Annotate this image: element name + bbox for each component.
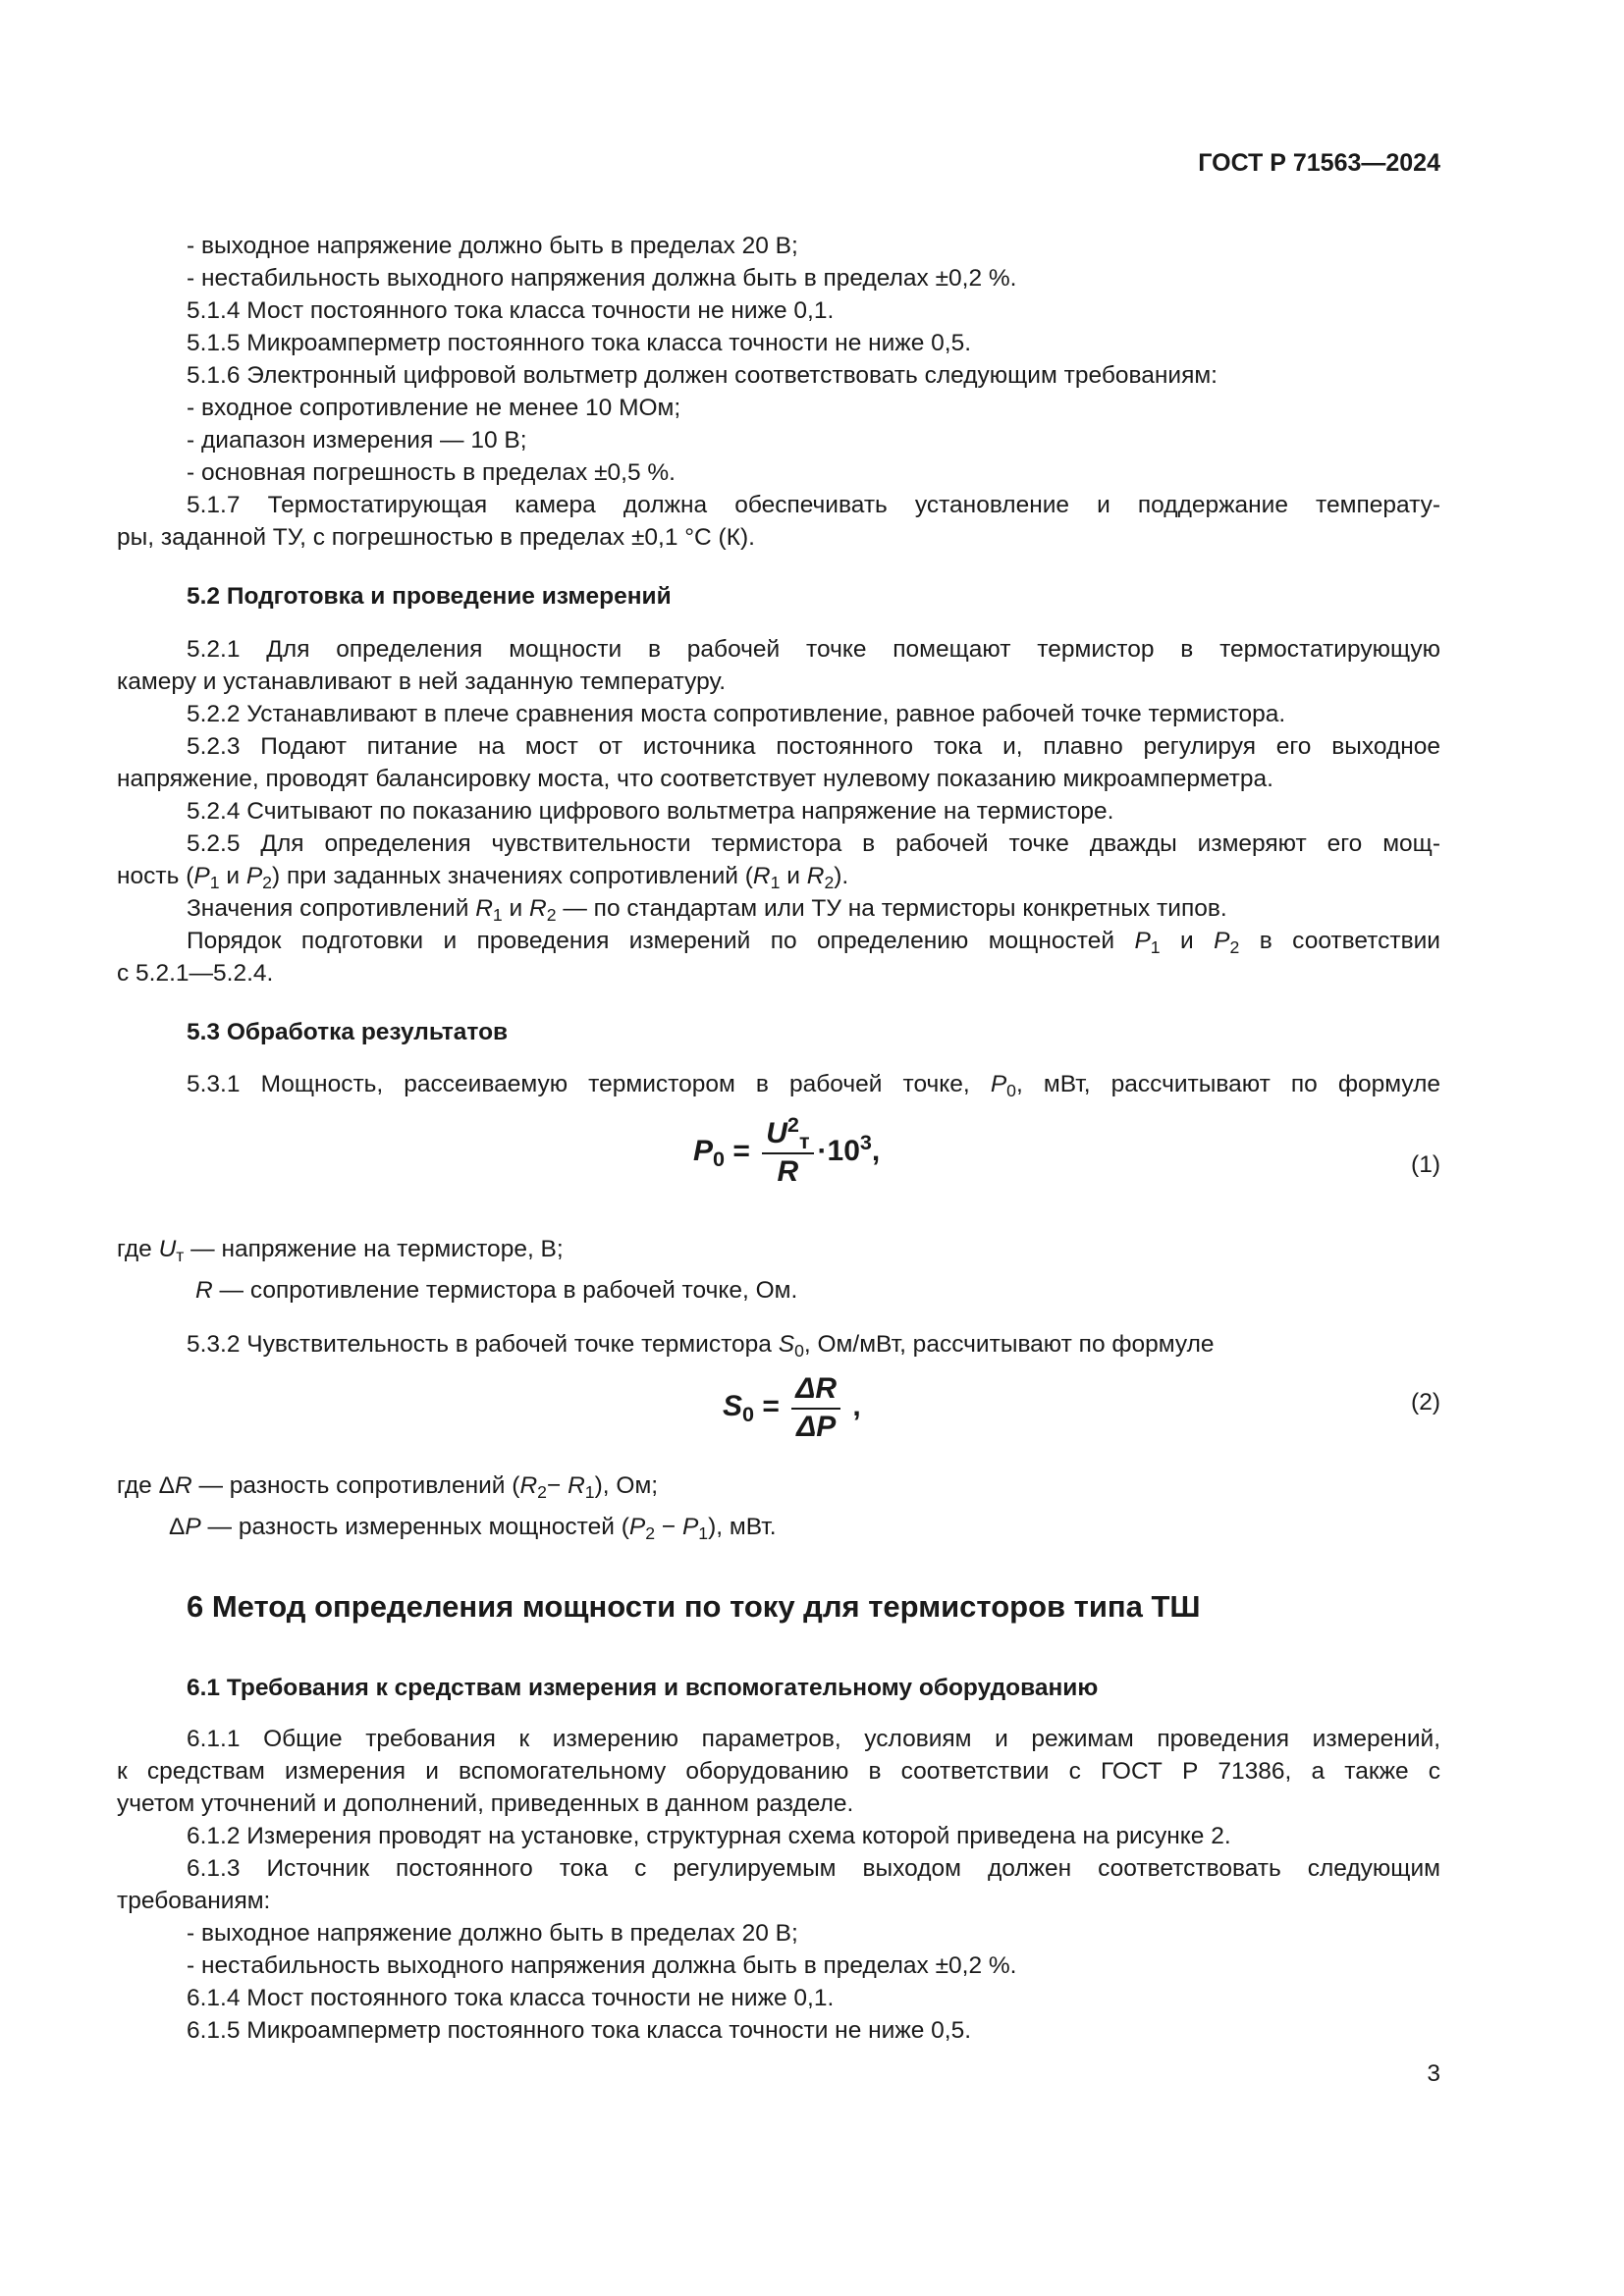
formula-legend: где ΔR — разность сопротивлений $(R_2- R_1)$, Ом; — [117, 1472, 659, 1502]
paragraph: ры, заданной ТУ, с погрешностью в пределах ±0,1 °С (К). — [117, 524, 755, 551]
paragraph: 5.2.4 Считывают по показанию цифрового вольтметра напряжение на термисторе. — [187, 798, 1114, 825]
paragraph: 6.1.5 Микроамперметр постоянного тока класса точности не ниже 0,5. — [187, 2017, 972, 2044]
fraction: $\frac{\Delta R}{\Delta P}$ — [791, 1372, 840, 1443]
list-item: - диапазон измерения — 10 В; — [187, 427, 527, 454]
paragraph: 6.1.3 Источник постоянного тока с регулируемым выходом должен соответствовать следующим — [187, 1855, 1440, 1882]
paragraph: 5.2.1 Для определения мощности в рабочей точке помещают термистор в термостатирующую — [187, 636, 1440, 663]
list-item: - выходное напряжение должно быть в пределах 20 В; — [187, 233, 798, 259]
section-heading-5-2: 5.2 Подготовка и проведение измерений — [187, 583, 672, 610]
paragraph: 6.1.2 Измерения проводят на установке, структурная схема которой приведена на рисунке 2. — [187, 1823, 1231, 1849]
list-item: - нестабильность выходного напряжения должна быть в пределах ±0,2 %. — [187, 265, 1017, 292]
formula-legend: ΔP — разность измеренных мощностей $(P_2 - P_1)$, мВт. — [169, 1514, 777, 1543]
paragraph: учетом уточнений и дополнений, приведенных в данном разделе. — [117, 1790, 854, 1817]
paragraph: 5.2.2 Устанавливают в плече сравнения моста сопротивление, равное рабочей точке термистора. — [187, 701, 1286, 727]
paragraph: напряжение, проводят балансировку моста, что соответствует нулевому показанию микроамперметра. — [117, 766, 1273, 792]
list-item: - основная погрешность в пределах ±0,5 %. — [187, 459, 676, 486]
formula-legend: где $U_т$ — напряжение на термисторе, В; — [117, 1236, 564, 1265]
paragraph: Порядок подготовки и проведения измерений по определению мощностей $P_1$ и $P_2$ в соответствии — [187, 928, 1440, 957]
equation-number: (1) — [1411, 1151, 1440, 1178]
paragraph: с 5.2.1—5.2.4. — [117, 960, 274, 987]
fraction: $\frac{U^2_т}{R}$ — [762, 1117, 813, 1188]
paragraph: 6.1.4 Мост постоянного тока класса точности не ниже 0,1. — [187, 1985, 835, 2011]
section-heading-6: 6 Метод определения мощности по току для термисторов типа ТШ — [187, 1589, 1201, 1624]
paragraph: камеру и устанавливают в ней заданную температуру. — [117, 668, 727, 695]
document-id-header: ГОСТ Р 71563—2024 — [1198, 149, 1440, 177]
list-item: - выходное напряжение должно быть в пределах 20 В; — [187, 1920, 798, 1947]
paragraph: 5.1.6 Электронный цифровой вольтметр должен соответствовать следующим требованиям: — [187, 362, 1218, 389]
paragraph: Значения сопротивлений $R_1$ и $R_2$ — по стандартам или ТУ на термисторы конкретных типов. — [187, 895, 1227, 925]
paragraph: 5.3.1 Мощность, рассеиваемую термистором в рабочей точке, $P_0$, мВт, рассчитывают по формуле — [187, 1071, 1441, 1100]
equation-number: (2) — [1411, 1389, 1440, 1415]
paragraph: 5.1.4 Мост постоянного тока класса точности не ниже 0,1. — [187, 297, 835, 324]
formula-legend: R — сопротивление термистора в рабочей точке, Ом. — [195, 1277, 798, 1304]
list-item: - входное сопротивление не менее 10 МОм; — [187, 395, 681, 421]
paragraph: 6.1.1 Общие требования к измерению параметров, условиям и режимам проведения измерений, — [187, 1726, 1440, 1752]
paragraph: 5.2.5 Для определения чувствительности термистора в рабочей точке дважды измеряют его мощ- — [187, 830, 1440, 857]
paragraph: 5.3.2 Чувствительность в рабочей точке термистора $S_0$, Ом/мВт, рассчитывают по формуле — [187, 1331, 1215, 1361]
formula-1: $P_0$ = $\frac{U^2_т}{R}$ $\cdot 10^3$, — [693, 1112, 881, 1188]
list-item: - нестабильность выходного напряжения должна быть в пределах ±0,2 %. — [187, 1952, 1017, 1979]
section-heading-5-3: 5.3 Обработка результатов — [187, 1019, 509, 1045]
paragraph: 5.1.5 Микроамперметр постоянного тока класса точности не ниже 0,5. — [187, 330, 972, 356]
formula-2: $S_0$ = $\frac{\Delta R}{\Delta P}$ , — [723, 1372, 861, 1443]
paragraph: 5.2.3 Подают питание на мост от источника постоянного тока и, плавно регулируя его выходное — [187, 733, 1440, 760]
paragraph: 5.1.7 Термостатирующая камера должна обеспечивать установление и поддержание температу- — [187, 492, 1440, 518]
section-heading-6-1: 6.1 Требования к средствам измерения и вспомогательному оборудованию — [187, 1675, 1099, 1701]
page-number: 3 — [1427, 2060, 1440, 2087]
paragraph: к средствам измерения и вспомогательному оборудованию в соответствии с ГОСТ Р 71386, а также с — [117, 1758, 1440, 1785]
paragraph: ность ($P_1$ и $P_2$) при заданных значениях сопротивлений ($R_1$ и $R_2$). — [117, 863, 849, 892]
paragraph: требованиям: — [117, 1888, 271, 1914]
